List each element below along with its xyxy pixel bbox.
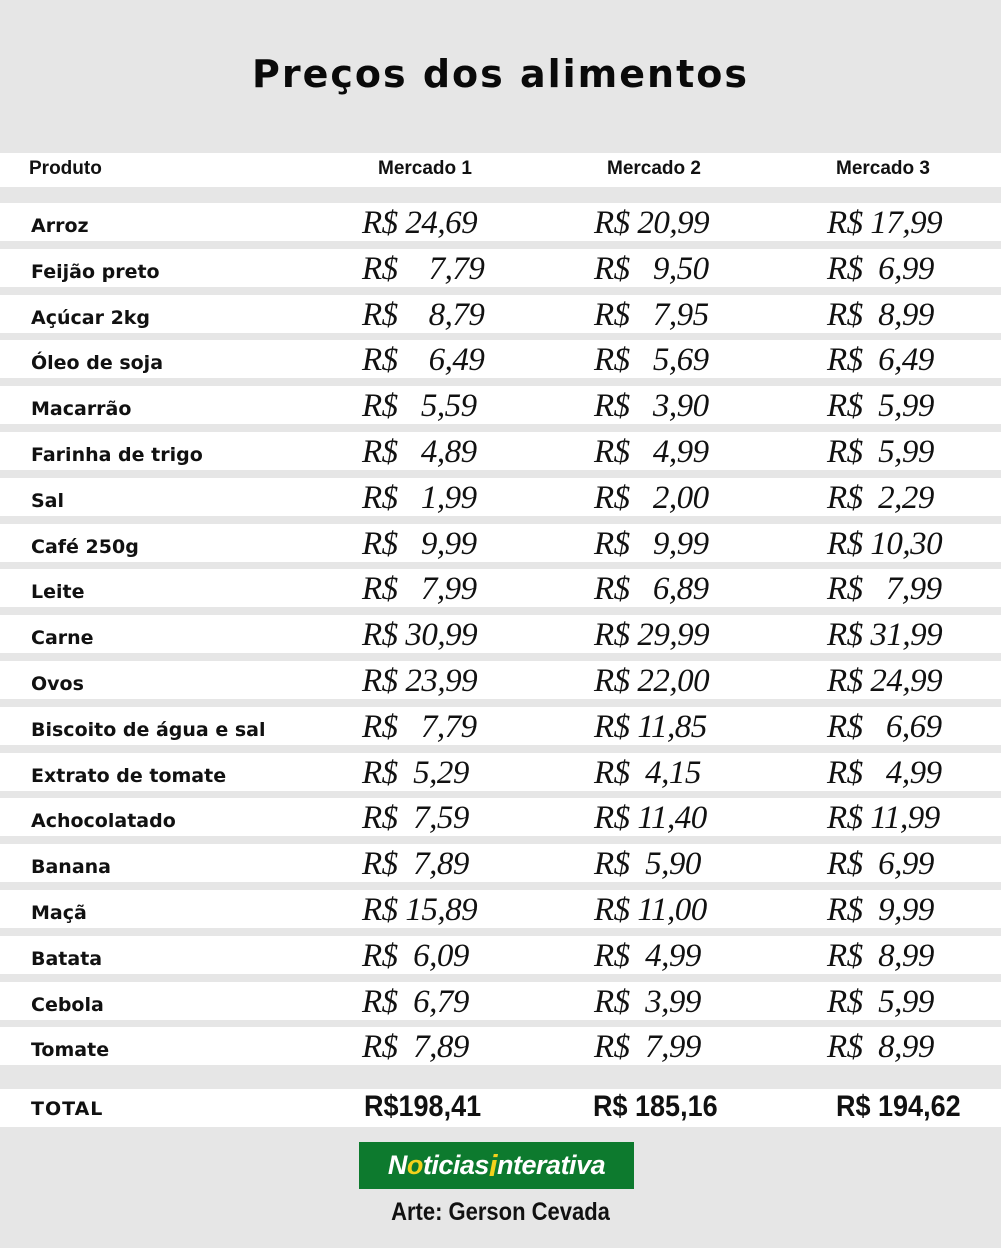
price-m3: R$ 8,99: [827, 296, 934, 333]
price-m2: R$ 4,99: [594, 937, 701, 974]
price-m1: R$ 7,89: [362, 1029, 469, 1066]
price-m2: R$ 11,40: [594, 800, 707, 837]
price-m3: R$ 4,99: [827, 754, 942, 791]
price-m1: R$ 7,59: [362, 800, 469, 837]
product-name: Óleo de soja: [31, 352, 164, 375]
logo-word-nterativa: nterativa: [497, 1150, 606, 1180]
price-m3: R$ 9,99: [827, 892, 934, 928]
price-m1: R$ 15,89: [362, 892, 478, 928]
total-label: TOTAL: [31, 1098, 104, 1120]
product-name: Achocolatado: [31, 810, 176, 833]
price-m1: R$ 7,79: [362, 708, 477, 745]
price-m2: R$ 3,90: [594, 388, 709, 425]
header-product: Produto: [29, 158, 102, 179]
page-title: Preços dos alimentos: [251, 52, 749, 96]
price-m2: R$ 11,85: [594, 708, 707, 745]
price-m1: R$ 6,49: [362, 342, 485, 379]
product-name: Sal: [31, 489, 65, 512]
price-m1: R$ 8,79: [362, 296, 485, 333]
price-m1: R$ 6,79: [362, 983, 469, 1020]
product-name: Maçã: [31, 902, 87, 924]
total-mercado-2: R$ 185,16: [593, 1090, 718, 1123]
price-m2: R$ 6,89: [594, 571, 709, 608]
logo-word-ticias: ticias: [422, 1150, 489, 1180]
product-name: Ovos: [31, 673, 84, 695]
price-m2: R$ 5,69: [594, 342, 709, 379]
price-m3: R$ 24,99: [827, 663, 943, 699]
price-m3: R$ 7,99: [827, 571, 942, 608]
price-m1: R$ 5,59: [362, 388, 477, 425]
price-m2: R$ 5,90: [594, 846, 701, 883]
price-m2: R$ 29,99: [594, 617, 710, 654]
price-m3: R$ 17,99: [827, 205, 943, 241]
total-mercado-3: R$ 194,62: [836, 1090, 961, 1123]
product-name: Banana: [31, 856, 111, 879]
product-name: Macarrão: [31, 398, 132, 421]
logo-letter-o: o: [406, 1150, 423, 1180]
product-name: Extrato de tomate: [31, 764, 227, 787]
price-m3: R$ 6,49: [827, 342, 934, 379]
price-m3: R$ 5,99: [827, 434, 934, 470]
price-m1: R$ 30,99: [362, 617, 478, 654]
price-m1: R$ 24,69: [362, 205, 478, 241]
price-m1: R$ 4,89: [362, 434, 477, 470]
price-m3: R$ 5,99: [827, 388, 934, 425]
product-name: Carne: [31, 627, 94, 650]
price-m2: R$ 9,99: [594, 525, 709, 562]
price-m2: R$ 7,99: [594, 1029, 701, 1066]
price-m2: R$ 4,15: [594, 754, 701, 791]
product-name: Leite: [31, 581, 85, 604]
product-name: Café 250g: [31, 535, 139, 558]
product-name: Arroz: [31, 215, 89, 237]
product-name: Feijão preto: [31, 260, 160, 283]
price-m3: R$ 10,30: [827, 525, 943, 562]
header-mercado-1: Mercado 1: [378, 158, 472, 179]
price-m3: R$ 2,29: [827, 479, 934, 516]
price-m3: R$ 6,99: [827, 846, 934, 883]
price-m2: R$ 4,99: [594, 434, 709, 470]
price-m2: R$ 11,00: [594, 892, 707, 928]
logo-letter-n: N: [387, 1150, 407, 1180]
header-mercado-2: Mercado 2: [607, 158, 701, 179]
price-m2: R$ 20,99: [594, 205, 710, 241]
price-m2: R$ 9,50: [594, 250, 709, 287]
price-m3: R$ 6,69: [827, 708, 942, 745]
price-m3: R$ 8,99: [827, 937, 934, 974]
price-m1: R$ 1,99: [362, 479, 477, 516]
noticias-interativa-logo: [359, 1142, 634, 1189]
logo-letter-i: i: [488, 1147, 498, 1183]
price-m3: R$ 5,99: [827, 983, 934, 1020]
price-m3: R$ 31,99: [827, 617, 943, 654]
price-m1: R$ 7,99: [362, 571, 477, 608]
product-name: Tomate: [31, 1039, 110, 1062]
product-name: Açúcar 2kg: [31, 306, 151, 329]
product-name: Biscoito de água e sal: [31, 718, 266, 741]
price-m1: R$ 5,29: [362, 754, 469, 791]
header-mercado-3: Mercado 3: [836, 158, 930, 179]
price-m3: R$ 11,99: [827, 800, 940, 837]
price-m1: R$ 9,99: [362, 525, 477, 562]
price-m3: R$ 6,99: [827, 250, 934, 287]
price-m1: R$ 6,09: [362, 937, 469, 974]
price-m2: R$ 7,95: [594, 296, 709, 333]
price-m2: R$ 2,00: [594, 479, 709, 516]
total-mercado-1: R$198,41: [364, 1090, 482, 1123]
price-m3: R$ 8,99: [827, 1029, 934, 1066]
price-m1: R$ 7,79: [362, 250, 485, 287]
product-name: Batata: [31, 947, 103, 970]
product-name: Farinha de trigo: [31, 444, 203, 466]
product-name: Cebola: [31, 993, 104, 1016]
art-credit: Arte: Gerson Cevada: [391, 1198, 610, 1226]
price-m1: R$ 23,99: [362, 663, 478, 699]
price-m2: R$ 3,99: [594, 983, 701, 1020]
price-m2: R$ 22,00: [594, 663, 710, 699]
price-m1: R$ 7,89: [362, 846, 469, 883]
